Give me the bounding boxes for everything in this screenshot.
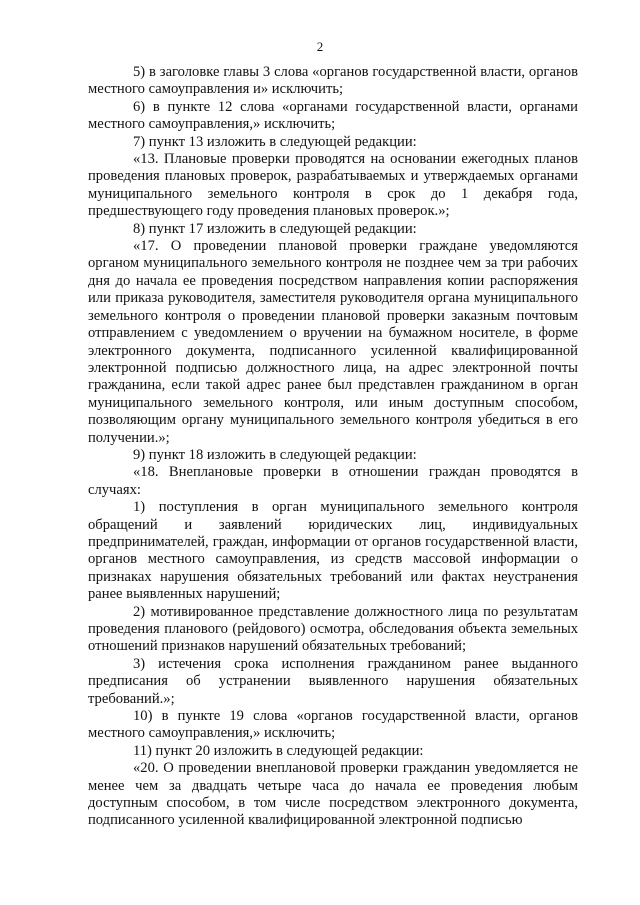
paragraph-clause-17: «17. О проведении плановой проверки граждане уведомляются органом муниципального земельного контроля не позднее чем за три рабочих дня до начала ее проведения посредством направления копии распоряжения или приказа руководителя, заместителя руководителя органа муниципального земельного контроля о проведении плановой проверки заказным почтовым отправлением с уведомлением о вручении на бумажном носителе, в форме электронного документа, подписанного усиленной квалифицированной электронной подписью должностного лица, на адрес электронной почты гражданина, если такой адрес ранее был представлен гражданином в орган муниципального земельного контроля, или иным доступным способом, позволяющим органу муниципального земельного контроля убедиться в его получении.»;: [88, 238, 578, 446]
paragraph-clause-13: «13. Плановые проверки проводятся на основании ежегодных планов проведения плановых проверок, разрабатываемых и утверждаемых органами муниципального земельного контроля в срок до 1 декабря года, предшествующего году проведения плановых проверок.»;: [88, 151, 578, 220]
paragraph-subitem-3: 3) истечения срока исполнения гражданином ранее выданного предписания об устранении выявленного нарушения обязательных требований.»;: [88, 655, 578, 707]
paragraph-item-9: 9) пункт 18 изложить в следующей редакции:: [133, 446, 417, 463]
paragraph-subitem-2: 2) мотивированное представление должностного лица по результатам проведения планового (рейдового) осмотра, обследования объекта земельных отношений признаков нарушений обязательных требований;: [88, 603, 578, 655]
paragraph-clause-18: «18. Внеплановые проверки в отношении граждан проводятся в случаях:: [88, 464, 578, 498]
paragraph-item-11: 11) пункт 20 изложить в следующей редакции:: [133, 742, 424, 759]
paragraph-item-6: 6) в пункте 12 слова «органами государственной власти, органами местного самоуправления,» исключить;: [88, 98, 578, 133]
paragraph-subitem-1: 1) поступления в орган муниципального земельного контроля обращений и заявлений юридических лиц, индивидуальных предпринимателей, граждан, информации от органов государственной власти, органов местного самоуправления, из средств массовой информации о признаках нарушения обязательных требований или фактах неустранения ранее выявленных нарушений;: [88, 499, 578, 603]
paragraph-item-8: 8) пункт 17 изложить в следующей редакции:: [133, 220, 417, 237]
paragraph-item-5: 5) в заголовке главы 3 слова «органов государственной власти, органов местного самоуправления и» исключить;: [88, 64, 578, 98]
paragraph-clause-20: «20. О проведении внеплановой проверки гражданин уведомляется не менее чем за двадцать четыре часа до начала ее проведения любым доступным способом, в том числе посредством электронного документа, подписанного усиленной квалифицированной электронной подписью: [88, 760, 578, 829]
page-number: 2: [316, 39, 324, 54]
document-body: [88, 64, 578, 830]
paragraph-item-7: 7) пункт 13 изложить в следующей редакции:: [133, 133, 417, 150]
paragraph-item-10: 10) в пункте 19 слова «органов государственной власти, органов местного самоуправления,» исключить;: [88, 708, 578, 742]
